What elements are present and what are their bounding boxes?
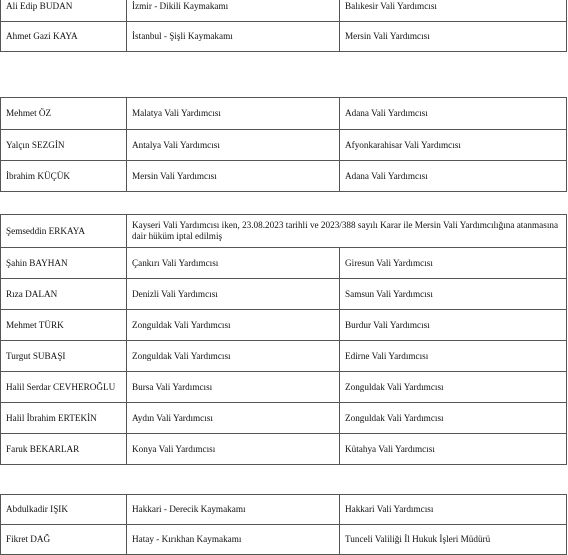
person-name: Faruk BEKARLAR — [1, 434, 127, 465]
new-position: Edirne Vali Yardımcısı — [340, 341, 567, 372]
new-position: Samsun Vali Yardımcısı — [340, 279, 567, 310]
person-name: Mehmet TÜRK — [1, 310, 127, 341]
current-position: İzmir - Dikili Kaymakamı — [127, 0, 340, 22]
table-row — [1, 248, 567, 279]
current-position: Çankırı Vali Yardımcısı — [127, 248, 340, 279]
appointment-table-4 — [0, 494, 567, 555]
person-name: Abdulkadir IŞIK — [1, 495, 127, 525]
person-name: Şahin BAYHAN — [1, 248, 127, 279]
person-name: Halil İbrahim ERTEKİN — [1, 403, 127, 434]
table-row — [1, 403, 567, 434]
table-row — [1, 341, 567, 372]
table-row — [1, 98, 567, 130]
table-row — [1, 215, 567, 248]
table-row — [1, 161, 567, 192]
person-name: Yalçın SEZGİN — [1, 130, 127, 161]
new-position: Hakkari Vali Yardımcısı — [340, 495, 567, 525]
table-row — [1, 130, 567, 161]
new-position: Balıkesir Vali Yardımcısı — [340, 0, 567, 22]
person-name: İbrahim KÜÇÜK — [1, 161, 127, 192]
new-position: Kütahya Vali Yardımcısı — [340, 434, 567, 465]
new-position: Adana Vali Yardımcısı — [340, 161, 567, 192]
current-position: Aydın Vali Yardımcısı — [127, 403, 340, 434]
current-position: Mersin Vali Yardımcısı — [127, 161, 340, 192]
current-position: Hakkari - Derecik Kaymakamı — [127, 495, 340, 525]
current-position: Zonguldak Vali Yardımcısı — [127, 310, 340, 341]
new-position: Mersin Vali Yardımcısı — [340, 22, 567, 52]
appointment-table-3 — [0, 214, 567, 465]
current-position: Malatya Vali Yardımcısı — [127, 98, 340, 130]
new-position: Zonguldak Vali Yardımcısı — [340, 403, 567, 434]
table-row — [1, 495, 567, 525]
current-position: Konya Vali Yardımcısı — [127, 434, 340, 465]
table-row — [1, 525, 567, 555]
new-position: Zonguldak Vali Yardımcısı — [340, 372, 567, 403]
new-position: Tunceli Valiliği İl Hukuk İşleri Müdürü — [340, 525, 567, 555]
new-position: Burdur Vali Yardımcısı — [340, 310, 567, 341]
current-position: Zonguldak Vali Yardımcısı — [127, 341, 340, 372]
new-position: Afyonkarahisar Vali Yardımcısı — [340, 130, 567, 161]
table-row — [1, 372, 567, 403]
person-name: Fikret DAĞ — [1, 525, 127, 555]
person-name: Rıza DALAN — [1, 279, 127, 310]
person-name: Ahmet Gazi KAYA — [1, 22, 127, 52]
current-position: Antalya Vali Yardımcısı — [127, 130, 340, 161]
new-position: Adana Vali Yardımcısı — [340, 98, 567, 130]
table-row — [1, 434, 567, 465]
current-position: İstanbul - Şişli Kaymakamı — [127, 22, 340, 52]
person-name: Ali Edip BUDAN — [1, 0, 127, 22]
table-row — [1, 310, 567, 341]
person-name: Şemseddin ERKAYA — [1, 215, 127, 248]
annulment-note: Kayseri Vali Yardımcısı iken, 23.08.2023 tarihli ve 2023/388 sayılı Karar ile Mersin Vali Yardımcılığına atanmasına dair hüküm iptal edilmiş — [127, 215, 567, 248]
person-name: Halil Serdar CEVHEROĞLU — [1, 372, 127, 403]
table-row — [1, 279, 567, 310]
person-name: Turgut SUBAŞI — [1, 341, 127, 372]
new-position: Giresun Vali Yardımcısı — [340, 248, 567, 279]
person-name: Mehmet ÖZ — [1, 98, 127, 130]
appointment-table-1 — [0, 0, 567, 52]
current-position: Hatay - Kırıkhan Kaymakamı — [127, 525, 340, 555]
current-position: Denizli Vali Yardımcısı — [127, 279, 340, 310]
current-position: Bursa Vali Yardımcısı — [127, 372, 340, 403]
appointment-table-2 — [0, 97, 567, 192]
table-row — [1, 0, 567, 22]
table-row — [1, 22, 567, 52]
